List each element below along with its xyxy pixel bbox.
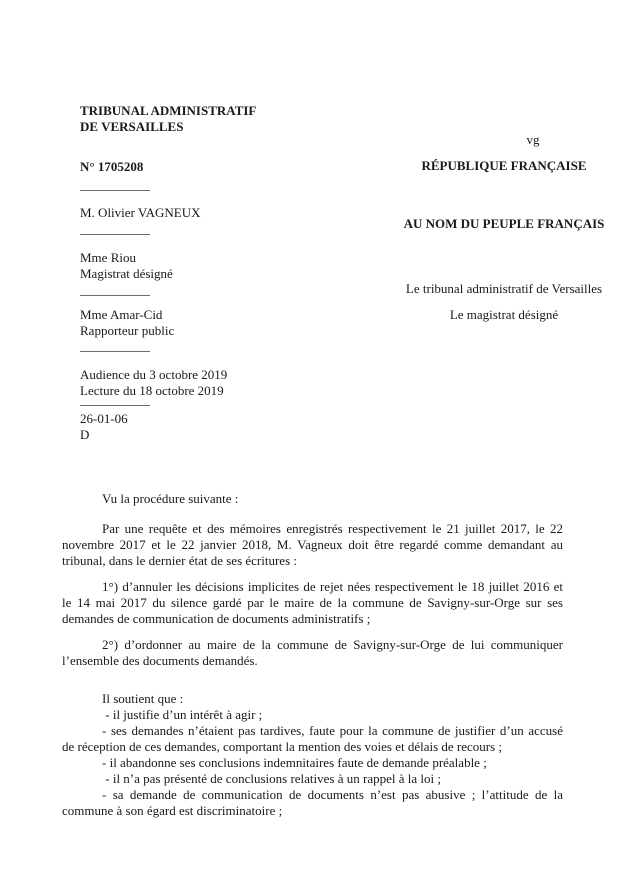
separator [80,405,150,406]
court-title-line2: DE VERSAILLES [80,119,184,134]
body-line: l’ensemble des documents demandés. [62,653,258,668]
paragraph-requete [62,521,563,569]
body-line: commune à son égard est discriminatoire ; [62,803,283,818]
body-line: Il soutient que : [102,691,184,706]
judge-name: Mme Riou [80,250,136,265]
body-line: - il n’a pas présenté de conclusions relatives à un rappel à la loi ; [102,771,441,786]
magistrat-line: Le magistrat désigné [449,307,559,322]
clerk-initials: vg [526,132,540,147]
body-line: Par une requête et des mémoires enregistrés respectivement le 21 juillet 2017, le 22 [102,521,563,536]
body-line: - sa demande de communication de documents n’est pas abusive ; l’attitude de la [102,787,563,802]
in-the-name-title: AU NOM DU PEUPLE FRANÇAIS [403,216,605,231]
separator [80,351,150,352]
rapporteur-name: Mme Amar-Cid [80,307,163,322]
body-line: - il abandonne ses conclusions indemnitaires faute de demande préalable ; [102,755,487,770]
republic-title: RÉPUBLIQUE FRANÇAISE [421,158,587,173]
paragraph-demande-1 [62,579,563,627]
body-line: novembre 2017 et le 22 janvier 2018, M. Vagneux doit être regardé comme demandant au [62,537,563,552]
body-line: de réception de ces demandes, comportant la mention des voies et délais de recours ; [62,739,503,754]
body-line: Vu la procédure suivante : [102,491,239,506]
body-line: - il justifie d’un intérêt à agir ; [102,707,263,722]
paragraph-moyens [62,691,563,819]
body-line: 1°) d’annuler les décisions implicites de rejet nées respectivement le 18 juillet 2016 et [102,579,563,594]
lecture-date: Lecture du 18 octobre 2019 [80,383,224,398]
case-number: N° 1705208 [80,159,144,174]
audience-date: Audience du 3 octobre 2019 [80,367,228,382]
body-line: le 14 mai 2017 du silence gardé par le maire de la commune de Savigny-sur-Orge sur ses [62,595,563,610]
case-code: 26-01-06 [80,411,128,426]
tribunal-line: Le tribunal administratif de Versailles [405,281,603,296]
applicant-name: M. Olivier VAGNEUX [80,205,201,220]
chamber-letter: D [80,427,90,442]
paragraph-procedure [62,491,563,507]
separator [80,190,150,191]
court-title [80,103,362,135]
rapporteur-title: Rapporteur public [80,323,175,338]
court-title-line1: TRIBUNAL ADMINISTRATIF [80,103,257,118]
separator [80,234,150,235]
judge-title: Magistrat désigné [80,266,173,281]
body-line: 2°) d’ordonner au maire de la commune de Savigny-sur-Orge de lui communiquer [102,637,563,652]
body-line: tribunal, dans le dernier état de ses écritures : [62,553,297,568]
body-line: demandes de communication de documents administratifs ; [62,611,371,626]
separator [80,295,150,296]
document-body [62,491,563,819]
body-line: - ses demandes n’étaient pas tardives, faute pour la commune de justifier d’un accusé [102,723,563,738]
paragraph-demande-2 [62,637,563,669]
